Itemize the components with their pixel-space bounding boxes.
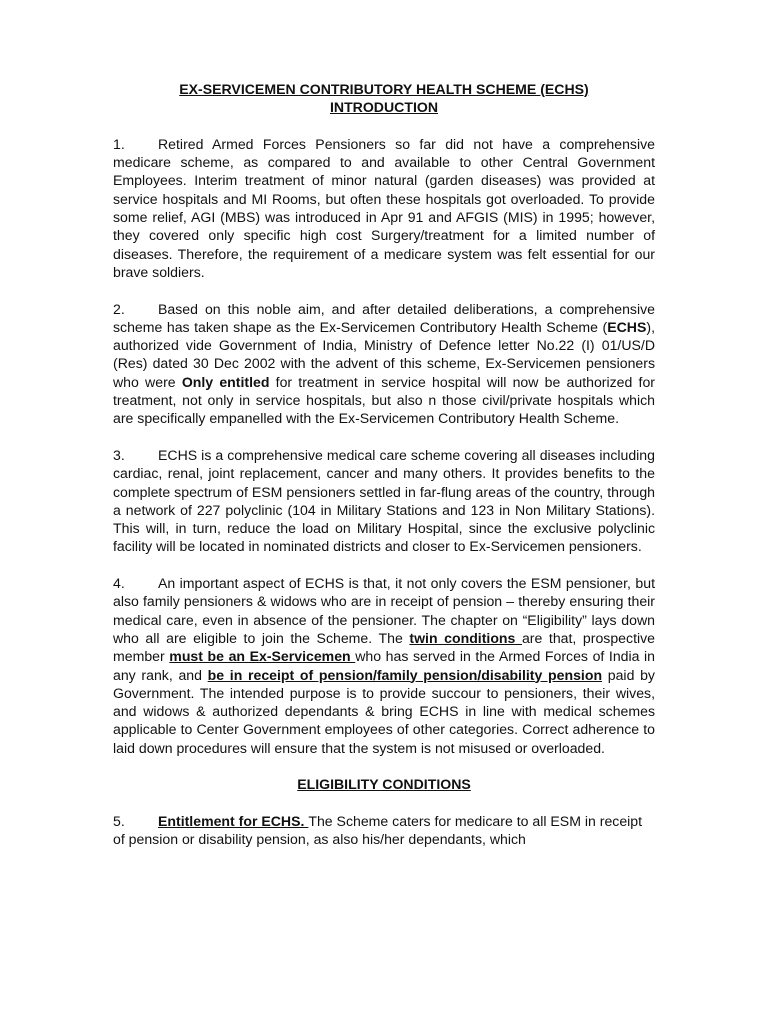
- paragraph-text: Retired Armed Forces Pensioners so far did not have a comprehensive medicare scheme, as compared to and available to other Central Government Employees. Interim treatment of minor natural (garden diseases) was provided at service hospitals and MI Rooms, but often these hospitals got overloaded. To provide some relief, AGI (MBS) was introduced in Apr 91 and AFGIS (MIS) in 1995; however, they covered only specific high cost Surgery/treatment for a limited number of diseases. Therefore, the requirement of a medicare system was felt essential for our brave soldiers.: [113, 135, 655, 280]
- paragraph-2: [113, 300, 655, 428]
- paragraph-text: An important aspect of ECHS is that, it not only covers the ESM pensioner, but also family pensioners & widows who are in receipt of pension – thereby ensuring their medical care, even in absence of the pensioner. The chapter on “Eligibility” lays down who all are eligible to join the Scheme. The: [113, 575, 655, 646]
- paragraph-number: 5.: [113, 812, 125, 829]
- paragraph-number: 3.: [113, 446, 125, 463]
- document-title-block: [113, 80, 655, 117]
- bold-underlined-text: Entitlement for ECHS.: [158, 812, 309, 829]
- section-heading: ELIGIBILITY CONDITIONS: [297, 776, 471, 793]
- paragraph-number: 2.: [113, 300, 125, 317]
- paragraph-number: 4.: [113, 575, 125, 592]
- paragraph-1: [113, 135, 655, 281]
- paragraph-3: [113, 446, 655, 556]
- bold-text: Only entitled: [181, 373, 270, 390]
- document-page: [113, 80, 655, 848]
- bold-underlined-text: be in receipt of pension/family pension/disability pension: [207, 666, 603, 683]
- paragraph-text: The Scheme caters for medicare to all ESM in receipt of pension or disability pension, as also his/her dependants, which: [113, 812, 643, 848]
- bold-text: ECHS: [607, 318, 647, 335]
- paragraph-5: [113, 812, 655, 849]
- document-subtitle: INTRODUCTION: [329, 99, 439, 116]
- paragraph-text: are that, prospective member: [113, 629, 655, 665]
- bold-underlined-text: must be an Ex-Servicemen: [169, 648, 356, 665]
- paragraph-text: paid by Government. The intended purpose is to provide succour to pensioners, their wives, and widows & authorized dependants & bring ECHS in line with medical schemes applicable to Center Government employees of other categories. Correct adherence to laid down procedures will ensure that the system is not misused or overloaded.: [113, 666, 655, 756]
- document-title: EX-SERVICEMEN CONTRIBUTORY HEALTH SCHEME (ECHS): [179, 81, 589, 97]
- paragraph-text: ECHS is a comprehensive medical care scheme covering all diseases including cardiac, renal, joint replacement, cancer and many others. It provides benefits to the complete spectrum of ESM pensioners settled in far-flung areas of the country, through a network of 227 polyclinic (104 in Military Stations and 123 in Non Military Stations). This will, in turn, reduce the load on Military Hospital, since the exclusive polyclinic facility will be located in nominated districts and closer to Ex-Servicemen pensioners.: [113, 446, 655, 555]
- paragraph-number: 1.: [113, 135, 125, 152]
- paragraph-text: for treatment in service hospital will now be authorized for treatment, not only in service hospitals, but also n those civil/private hospitals which are specifically empanelled with the Ex-Servicemen Contributory Health Scheme.: [113, 373, 655, 427]
- bold-underlined-text: twin conditions: [409, 629, 522, 646]
- paragraph-text: ), authorized vide Government of India, Ministry of Defence letter No.22 (I) 01/US/D (Res) dated 30 Dec 2002 with the advent of this scheme, Ex-Servicemen pensioners who were: [113, 318, 655, 390]
- paragraph-text: Based on this noble aim, and after detailed deliberations, a comprehensive scheme has taken shape as the Ex-Servicemen Contributory Health Scheme (: [113, 300, 655, 335]
- paragraph-text: who has served in the Armed Forces of India in any rank, and: [113, 648, 656, 683]
- paragraph-4: [113, 574, 655, 757]
